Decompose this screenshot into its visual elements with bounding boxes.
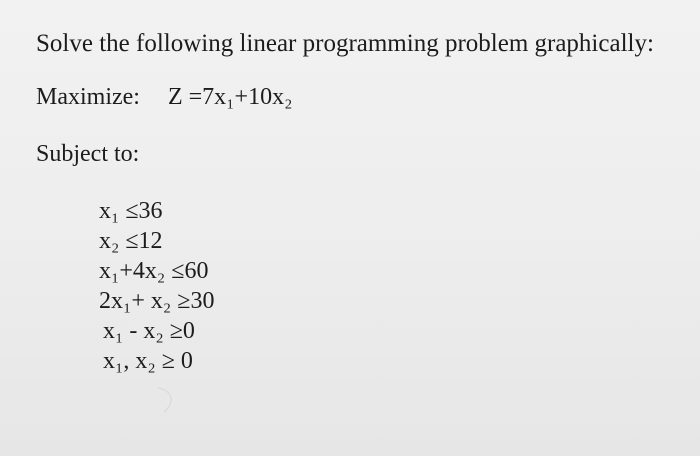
constraint-item: 2x₁+ x₂ ≥30: [99, 288, 215, 314]
objective-label: Maximize:: [36, 84, 140, 110]
constraint-item: x₁ - x₂ ≥0: [103, 318, 195, 344]
constraint-list: [99, 196, 214, 376]
constraint-item: x₁, x₂ ≥ 0: [103, 348, 193, 374]
constraint-item: x₁ ≤36: [99, 198, 163, 224]
objective-function: [36, 84, 292, 111]
objective-expression: Z =7x₁+10x₂: [167, 84, 293, 110]
problem-title: Solve the following linear programming problem graphically:: [36, 30, 654, 57]
subject-to-label: Subject to:: [36, 141, 140, 167]
constraint-item: x₁+4x₂ ≤60: [99, 258, 209, 284]
constraint-item: x₂ ≤12: [99, 228, 163, 254]
faint-pen-mark: [150, 380, 190, 420]
